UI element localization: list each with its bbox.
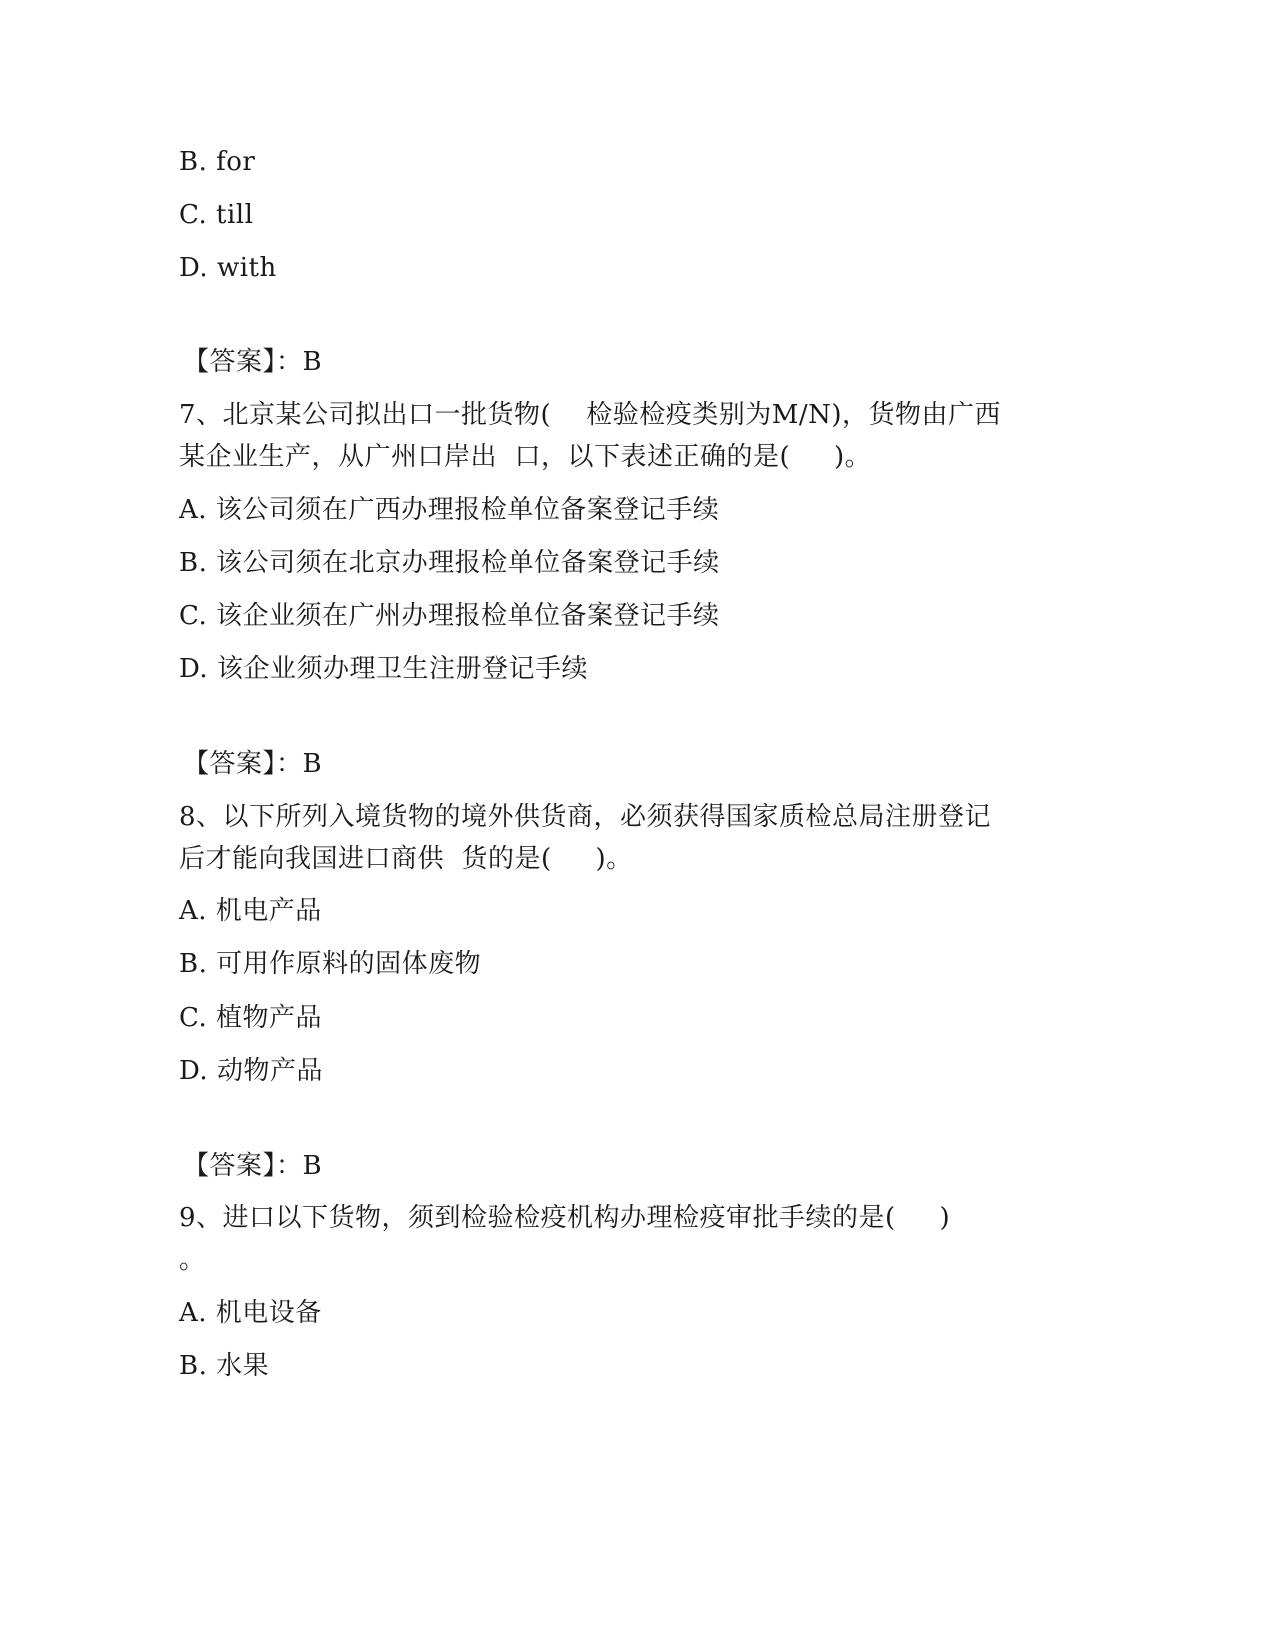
q7-option-c: C. 该企业须在广州办理报检单位备案登记手续	[179, 601, 720, 631]
q8-option-d: D. 动物产品	[179, 1056, 323, 1086]
q7-option-a: A. 该公司须在广西办理报检单位备案登记手续	[179, 495, 720, 525]
prev-option-b: B. for	[179, 147, 256, 177]
q9-stem-line1: 9、进口以下货物，须到检验检疫机构办理检疫审批手续的是( )	[179, 1203, 951, 1233]
prev-option-d: D. with	[179, 253, 277, 283]
q7-option-b: B. 该公司须在北京办理报检单位备案登记手续	[179, 548, 720, 578]
q8-stem-line1: 8、以下所列入境货物的境外供货商，必须获得国家质检总局注册登记	[179, 802, 992, 832]
q7-stem-line2: 某企业生产，从广州口岸出 口，以下表述正确的是( )。	[179, 442, 872, 472]
prev-option-c: C. till	[179, 200, 254, 230]
q9-option-a: A. 机电设备	[179, 1298, 322, 1328]
q6-answer: 【答案】：B	[183, 347, 323, 377]
q8-option-b: B. 可用作原料的固体废物	[179, 949, 482, 979]
q7-answer: 【答案】：B	[183, 749, 323, 779]
q9-option-b: B. 水果	[179, 1351, 270, 1381]
q8-stem-line2: 后才能向我国进口商供 货的是( )。	[179, 844, 633, 874]
q7-option-d: D. 该企业须办理卫生注册登记手续	[179, 654, 588, 684]
q8-option-a: A. 机电产品	[179, 896, 322, 926]
q9-stem-line2: 。	[179, 1245, 206, 1275]
q8-answer: 【答案】：B	[183, 1151, 323, 1181]
q7-stem-line1: 7、北京某公司拟出口一批货物( 检验检疫类别为M/N)，货物由广西	[179, 400, 1002, 430]
q8-option-c: C. 植物产品	[179, 1003, 322, 1033]
